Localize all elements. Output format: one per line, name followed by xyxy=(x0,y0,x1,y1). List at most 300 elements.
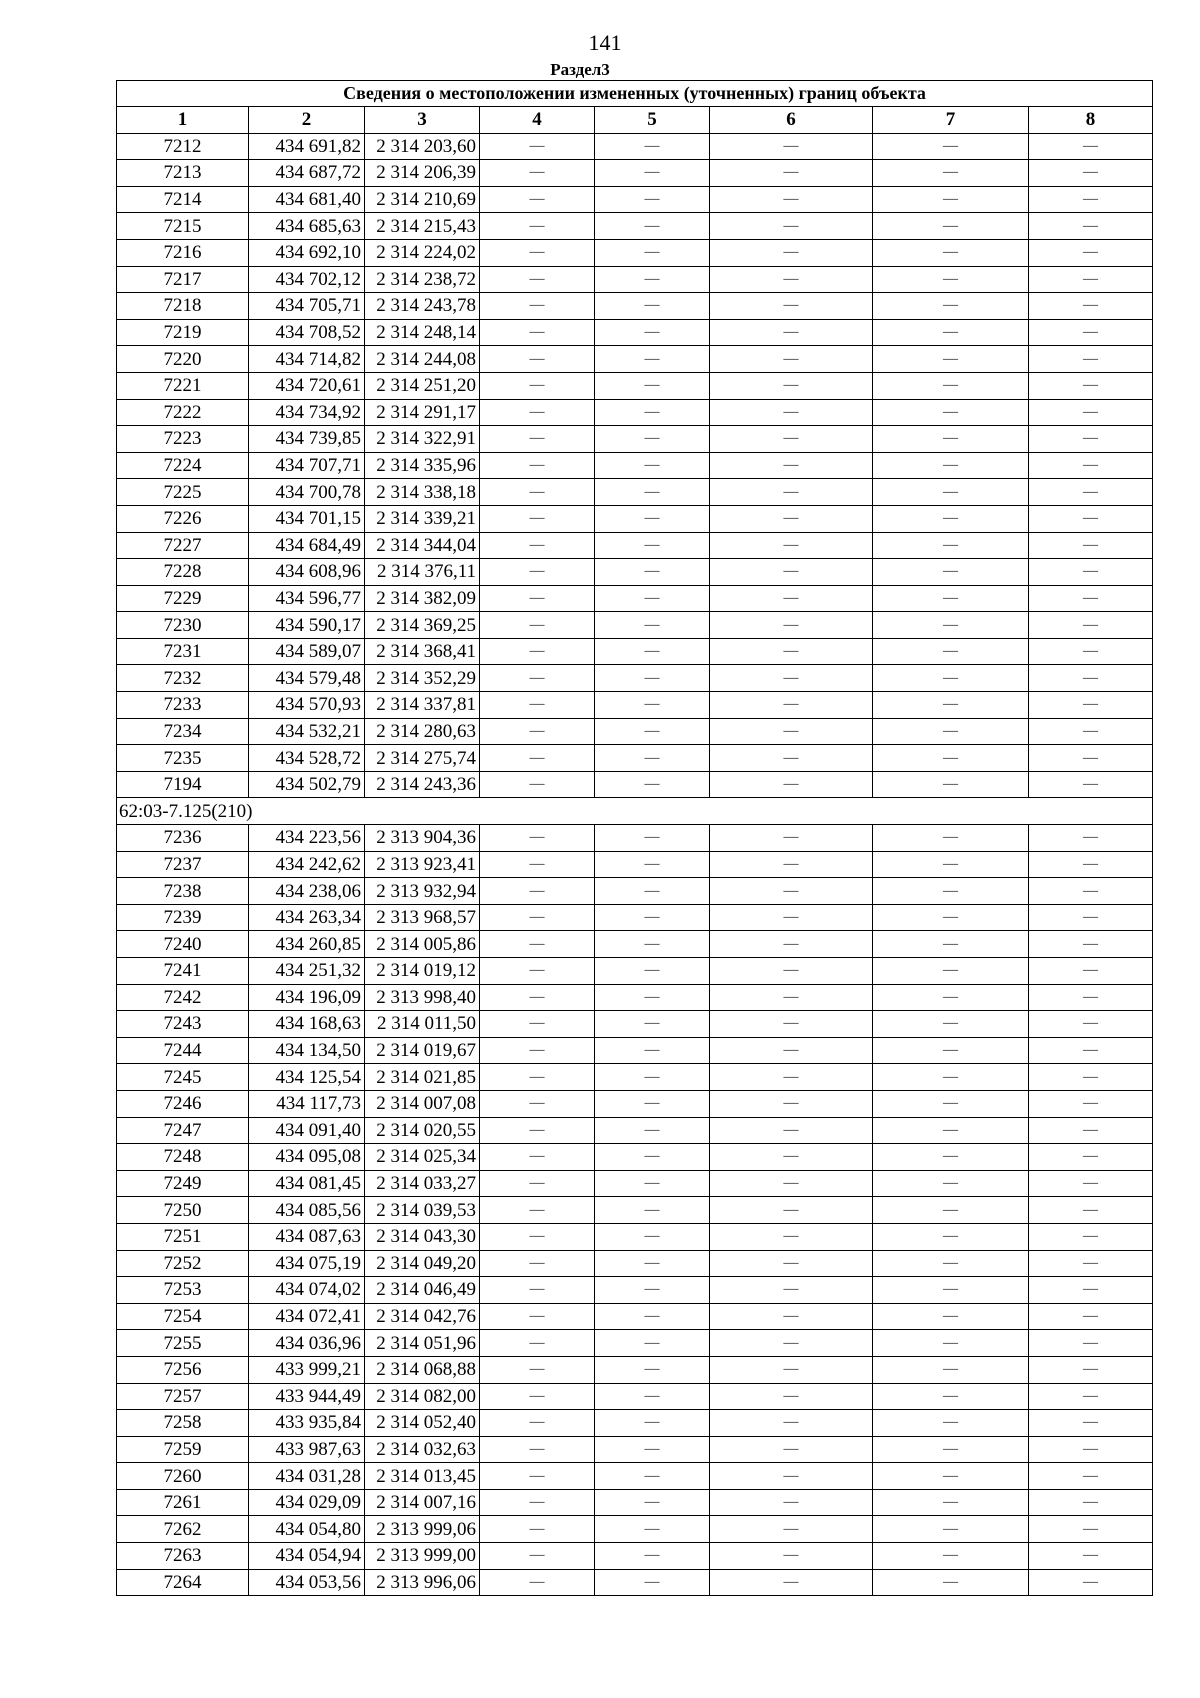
point-number-cell: 7220 xyxy=(117,346,249,373)
empty-value-cell-col-6: — xyxy=(710,1090,873,1117)
empty-value-cell-col-8: — xyxy=(1029,1436,1153,1463)
empty-value-cell-col-5: — xyxy=(595,984,710,1011)
x-coordinate-cell: 434 196,09 xyxy=(249,984,365,1011)
empty-value-cell-col-5: — xyxy=(595,505,710,532)
empty-value-cell-col-8: — xyxy=(1029,346,1153,373)
table-row xyxy=(117,771,1153,798)
y-coordinate-cell: 2 314 291,17 xyxy=(365,399,480,426)
empty-value-cell-col-6: — xyxy=(710,1170,873,1197)
empty-value-cell-col-7: — xyxy=(873,1330,1029,1357)
empty-value-cell-col-6: — xyxy=(710,771,873,798)
empty-value-cell-col-4: — xyxy=(480,1170,595,1197)
x-coordinate-cell: 434 168,63 xyxy=(249,1011,365,1038)
empty-value-cell-col-5: — xyxy=(595,878,710,905)
empty-value-cell-col-4: — xyxy=(480,372,595,399)
empty-value-cell-col-4: — xyxy=(480,692,595,719)
x-coordinate-cell: 433 987,63 xyxy=(249,1436,365,1463)
y-coordinate-cell: 2 314 275,74 xyxy=(365,745,480,772)
point-number-cell: 7234 xyxy=(117,718,249,745)
x-coordinate-cell: 434 701,15 xyxy=(249,505,365,532)
table-row xyxy=(117,532,1153,559)
x-coordinate-cell: 434 054,94 xyxy=(249,1543,365,1570)
x-coordinate-cell: 434 570,93 xyxy=(249,692,365,719)
empty-value-cell-col-7: — xyxy=(873,638,1029,665)
empty-value-cell-col-6: — xyxy=(710,1011,873,1038)
table-row xyxy=(117,1330,1153,1357)
empty-value-cell-col-6: — xyxy=(710,1250,873,1277)
empty-value-cell-col-4: — xyxy=(480,585,595,612)
empty-value-cell-col-7: — xyxy=(873,1303,1029,1330)
empty-value-cell-col-8: — xyxy=(1029,1463,1153,1490)
point-number-cell: 7222 xyxy=(117,399,249,426)
empty-value-cell-col-6: — xyxy=(710,559,873,586)
y-coordinate-cell: 2 314 011,50 xyxy=(365,1011,480,1038)
empty-value-cell-col-6: — xyxy=(710,399,873,426)
table-row xyxy=(117,1383,1153,1410)
empty-value-cell-col-4: — xyxy=(480,266,595,293)
empty-value-cell-col-8: — xyxy=(1029,1410,1153,1437)
empty-value-cell-col-5: — xyxy=(595,1543,710,1570)
table-row xyxy=(117,1117,1153,1144)
empty-value-cell-col-7: — xyxy=(873,745,1029,772)
empty-value-cell-col-8: — xyxy=(1029,266,1153,293)
point-number-cell: 7235 xyxy=(117,745,249,772)
table-row xyxy=(117,1037,1153,1064)
empty-value-cell-col-5: — xyxy=(595,1489,710,1516)
y-coordinate-cell: 2 314 206,39 xyxy=(365,160,480,187)
column-header-6: 6 xyxy=(710,107,873,134)
table-body xyxy=(117,133,1153,1596)
empty-value-cell-col-4: — xyxy=(480,239,595,266)
page-number: 141 xyxy=(588,30,622,55)
empty-value-cell-col-8: — xyxy=(1029,878,1153,905)
empty-value-cell-col-8: — xyxy=(1029,638,1153,665)
point-number-cell: 7256 xyxy=(117,1356,249,1383)
empty-value-cell-col-6: — xyxy=(710,1277,873,1304)
table-row xyxy=(117,851,1153,878)
empty-value-cell-col-5: — xyxy=(595,479,710,506)
empty-value-cell-col-5: — xyxy=(595,1277,710,1304)
empty-value-cell-col-4: — xyxy=(480,612,595,639)
point-number-cell: 7240 xyxy=(117,931,249,958)
x-coordinate-cell: 434 579,48 xyxy=(249,665,365,692)
point-number-cell: 7229 xyxy=(117,585,249,612)
y-coordinate-cell: 2 314 013,45 xyxy=(365,1463,480,1490)
point-number-cell: 7239 xyxy=(117,904,249,931)
point-number-cell: 7257 xyxy=(117,1383,249,1410)
x-coordinate-cell: 434 263,34 xyxy=(249,904,365,931)
table-row xyxy=(117,638,1153,665)
empty-value-cell-col-4: — xyxy=(480,1037,595,1064)
empty-value-cell-col-8: — xyxy=(1029,559,1153,586)
point-number-cell: 7258 xyxy=(117,1410,249,1437)
y-coordinate-cell: 2 314 244,08 xyxy=(365,346,480,373)
empty-value-cell-col-7: — xyxy=(873,160,1029,187)
y-coordinate-cell: 2 314 352,29 xyxy=(365,665,480,692)
table-row xyxy=(117,1250,1153,1277)
empty-value-cell-col-7: — xyxy=(873,771,1029,798)
point-number-cell: 7230 xyxy=(117,612,249,639)
empty-value-cell-col-5: — xyxy=(595,532,710,559)
empty-value-cell-col-7: — xyxy=(873,1064,1029,1091)
x-coordinate-cell: 434 705,71 xyxy=(249,293,365,320)
point-number-cell: 7264 xyxy=(117,1569,249,1596)
empty-value-cell-col-4: — xyxy=(480,505,595,532)
empty-value-cell-col-4: — xyxy=(480,186,595,213)
empty-value-cell-col-6: — xyxy=(710,1436,873,1463)
y-coordinate-cell: 2 314 238,72 xyxy=(365,266,480,293)
empty-value-cell-col-8: — xyxy=(1029,1090,1153,1117)
empty-value-cell-col-5: — xyxy=(595,1250,710,1277)
empty-value-cell-col-7: — xyxy=(873,399,1029,426)
point-number-cell: 7260 xyxy=(117,1463,249,1490)
x-coordinate-cell: 434 700,78 xyxy=(249,479,365,506)
empty-value-cell-col-8: — xyxy=(1029,1277,1153,1304)
empty-value-cell-col-8: — xyxy=(1029,160,1153,187)
empty-value-cell-col-6: — xyxy=(710,1356,873,1383)
x-coordinate-cell: 434 223,56 xyxy=(249,825,365,852)
x-coordinate-cell: 434 125,54 xyxy=(249,1064,365,1091)
y-coordinate-cell: 2 314 007,08 xyxy=(365,1090,480,1117)
empty-value-cell-col-4: — xyxy=(480,984,595,1011)
empty-value-cell-col-7: — xyxy=(873,904,1029,931)
empty-value-cell-col-7: — xyxy=(873,1144,1029,1171)
empty-value-cell-col-4: — xyxy=(480,426,595,453)
empty-value-cell-col-5: — xyxy=(595,638,710,665)
empty-value-cell-col-8: — xyxy=(1029,293,1153,320)
empty-value-cell-col-5: — xyxy=(595,1383,710,1410)
empty-value-cell-col-4: — xyxy=(480,532,595,559)
empty-value-cell-col-7: — xyxy=(873,1436,1029,1463)
x-coordinate-cell: 434 734,92 xyxy=(249,399,365,426)
y-coordinate-cell: 2 314 338,18 xyxy=(365,479,480,506)
empty-value-cell-col-7: — xyxy=(873,266,1029,293)
y-coordinate-cell: 2 314 049,20 xyxy=(365,1250,480,1277)
empty-value-cell-col-7: — xyxy=(873,825,1029,852)
empty-value-cell-col-6: — xyxy=(710,372,873,399)
point-number-cell: 7216 xyxy=(117,239,249,266)
empty-value-cell-col-5: — xyxy=(595,1516,710,1543)
empty-value-cell-col-4: — xyxy=(480,133,595,160)
empty-value-cell-col-7: — xyxy=(873,532,1029,559)
empty-value-cell-col-5: — xyxy=(595,399,710,426)
point-number-cell: 7262 xyxy=(117,1516,249,1543)
point-number-cell: 7232 xyxy=(117,665,249,692)
empty-value-cell-col-4: — xyxy=(480,1197,595,1224)
table-row xyxy=(117,958,1153,985)
y-coordinate-cell: 2 313 996,06 xyxy=(365,1569,480,1596)
empty-value-cell-col-7: — xyxy=(873,958,1029,985)
empty-value-cell-col-5: — xyxy=(595,1090,710,1117)
empty-value-cell-col-4: — xyxy=(480,665,595,692)
empty-value-cell-col-8: — xyxy=(1029,771,1153,798)
table-row xyxy=(117,1489,1153,1516)
table-row xyxy=(117,984,1153,1011)
point-number-cell: 7249 xyxy=(117,1170,249,1197)
x-coordinate-cell: 434 053,56 xyxy=(249,1569,365,1596)
x-coordinate-cell: 434 081,45 xyxy=(249,1170,365,1197)
empty-value-cell-col-4: — xyxy=(480,1569,595,1596)
point-number-cell: 7237 xyxy=(117,851,249,878)
empty-value-cell-col-4: — xyxy=(480,479,595,506)
x-coordinate-cell: 434 608,96 xyxy=(249,559,365,586)
empty-value-cell-col-4: — xyxy=(480,931,595,958)
empty-value-cell-col-4: — xyxy=(480,559,595,586)
point-number-cell: 7243 xyxy=(117,1011,249,1038)
empty-value-cell-col-5: — xyxy=(595,1011,710,1038)
table-row xyxy=(117,1303,1153,1330)
empty-value-cell-col-7: — xyxy=(873,1569,1029,1596)
empty-value-cell-col-8: — xyxy=(1029,532,1153,559)
empty-value-cell-col-8: — xyxy=(1029,1117,1153,1144)
empty-value-cell-col-5: — xyxy=(595,745,710,772)
y-coordinate-cell: 2 314 368,41 xyxy=(365,638,480,665)
empty-value-cell-col-5: — xyxy=(595,958,710,985)
table-row xyxy=(117,239,1153,266)
empty-value-cell-col-8: — xyxy=(1029,1144,1153,1171)
point-number-cell: 7194 xyxy=(117,771,249,798)
empty-value-cell-col-8: — xyxy=(1029,1223,1153,1250)
empty-value-cell-col-8: — xyxy=(1029,239,1153,266)
empty-value-cell-col-5: — xyxy=(595,213,710,240)
column-header-3: 3 xyxy=(365,107,480,134)
empty-value-cell-col-5: — xyxy=(595,186,710,213)
empty-value-cell-col-6: — xyxy=(710,1037,873,1064)
empty-value-cell-col-6: — xyxy=(710,984,873,1011)
empty-value-cell-col-7: — xyxy=(873,1197,1029,1224)
point-number-cell: 7236 xyxy=(117,825,249,852)
empty-value-cell-col-5: — xyxy=(595,1144,710,1171)
x-coordinate-cell: 434 739,85 xyxy=(249,426,365,453)
empty-value-cell-col-4: — xyxy=(480,1117,595,1144)
point-number-cell: 7259 xyxy=(117,1436,249,1463)
empty-value-cell-col-6: — xyxy=(710,851,873,878)
table-row xyxy=(117,1543,1153,1570)
empty-value-cell-col-4: — xyxy=(480,1489,595,1516)
y-coordinate-cell: 2 314 203,60 xyxy=(365,133,480,160)
empty-value-cell-col-4: — xyxy=(480,293,595,320)
empty-value-cell-col-5: — xyxy=(595,160,710,187)
y-coordinate-cell: 2 314 019,12 xyxy=(365,958,480,985)
point-number-cell: 7226 xyxy=(117,505,249,532)
x-coordinate-cell: 434 685,63 xyxy=(249,213,365,240)
table-row xyxy=(117,718,1153,745)
point-number-cell: 7261 xyxy=(117,1489,249,1516)
x-coordinate-cell: 434 117,73 xyxy=(249,1090,365,1117)
empty-value-cell-col-5: — xyxy=(595,1037,710,1064)
y-coordinate-cell: 2 314 322,91 xyxy=(365,426,480,453)
empty-value-cell-col-7: — xyxy=(873,426,1029,453)
empty-value-cell-col-8: — xyxy=(1029,958,1153,985)
point-number-cell: 7263 xyxy=(117,1543,249,1570)
table-row xyxy=(117,1144,1153,1171)
empty-value-cell-col-8: — xyxy=(1029,505,1153,532)
empty-value-cell-col-7: — xyxy=(873,505,1029,532)
group-label: 62:03-7.125(210) xyxy=(117,798,1153,825)
boundary-coordinates-table xyxy=(116,80,1153,1596)
empty-value-cell-col-8: — xyxy=(1029,851,1153,878)
empty-value-cell-col-6: — xyxy=(710,452,873,479)
empty-value-cell-col-6: — xyxy=(710,958,873,985)
empty-value-cell-col-7: — xyxy=(873,692,1029,719)
y-coordinate-cell: 2 314 020,55 xyxy=(365,1117,480,1144)
column-header-5: 5 xyxy=(595,107,710,134)
x-coordinate-cell: 434 590,17 xyxy=(249,612,365,639)
y-coordinate-cell: 2 314 046,49 xyxy=(365,1277,480,1304)
point-number-cell: 7248 xyxy=(117,1144,249,1171)
y-coordinate-cell: 2 314 339,21 xyxy=(365,505,480,532)
empty-value-cell-col-8: — xyxy=(1029,186,1153,213)
empty-value-cell-col-4: — xyxy=(480,160,595,187)
table-row xyxy=(117,452,1153,479)
empty-value-cell-col-6: — xyxy=(710,638,873,665)
empty-value-cell-col-8: — xyxy=(1029,718,1153,745)
empty-value-cell-col-8: — xyxy=(1029,825,1153,852)
x-coordinate-cell: 434 714,82 xyxy=(249,346,365,373)
column-header-8: 8 xyxy=(1029,107,1153,134)
table-row xyxy=(117,133,1153,160)
empty-value-cell-col-8: — xyxy=(1029,585,1153,612)
y-coordinate-cell: 2 314 382,09 xyxy=(365,585,480,612)
empty-value-cell-col-6: — xyxy=(710,665,873,692)
empty-value-cell-col-4: — xyxy=(480,1516,595,1543)
empty-value-cell-col-8: — xyxy=(1029,665,1153,692)
empty-value-cell-col-6: — xyxy=(710,1569,873,1596)
y-coordinate-cell: 2 314 052,40 xyxy=(365,1410,480,1437)
empty-value-cell-col-8: — xyxy=(1029,612,1153,639)
empty-value-cell-col-4: — xyxy=(480,452,595,479)
empty-value-cell-col-7: — xyxy=(873,1543,1029,1570)
x-coordinate-cell: 434 720,61 xyxy=(249,372,365,399)
empty-value-cell-col-5: — xyxy=(595,1410,710,1437)
column-header-2: 2 xyxy=(249,107,365,134)
empty-value-cell-col-7: — xyxy=(873,346,1029,373)
table-row xyxy=(117,1436,1153,1463)
empty-value-cell-col-8: — xyxy=(1029,426,1153,453)
empty-value-cell-col-4: — xyxy=(480,1090,595,1117)
x-coordinate-cell: 434 681,40 xyxy=(249,186,365,213)
empty-value-cell-col-8: — xyxy=(1029,372,1153,399)
x-coordinate-cell: 434 095,08 xyxy=(249,1144,365,1171)
empty-value-cell-col-7: — xyxy=(873,1090,1029,1117)
empty-value-cell-col-7: — xyxy=(873,1489,1029,1516)
point-number-cell: 7213 xyxy=(117,160,249,187)
empty-value-cell-col-8: — xyxy=(1029,904,1153,931)
x-coordinate-cell: 434 087,63 xyxy=(249,1223,365,1250)
y-coordinate-cell: 2 314 005,86 xyxy=(365,931,480,958)
empty-value-cell-col-4: — xyxy=(480,1064,595,1091)
x-coordinate-cell: 434 054,80 xyxy=(249,1516,365,1543)
empty-value-cell-col-4: — xyxy=(480,718,595,745)
empty-value-cell-col-8: — xyxy=(1029,213,1153,240)
table-row xyxy=(117,1223,1153,1250)
x-coordinate-cell: 434 251,32 xyxy=(249,958,365,985)
empty-value-cell-col-5: — xyxy=(595,1223,710,1250)
point-number-cell: 7238 xyxy=(117,878,249,905)
empty-value-cell-col-7: — xyxy=(873,1250,1029,1277)
empty-value-cell-col-7: — xyxy=(873,186,1029,213)
x-coordinate-cell: 434 707,71 xyxy=(249,452,365,479)
x-coordinate-cell: 434 242,62 xyxy=(249,851,365,878)
empty-value-cell-col-4: — xyxy=(480,958,595,985)
table-row xyxy=(117,186,1153,213)
empty-value-cell-col-6: — xyxy=(710,346,873,373)
empty-value-cell-col-6: — xyxy=(710,1463,873,1490)
empty-value-cell-col-8: — xyxy=(1029,1064,1153,1091)
group-header-row xyxy=(117,798,1153,825)
point-number-cell: 7218 xyxy=(117,293,249,320)
empty-value-cell-col-7: — xyxy=(873,1011,1029,1038)
column-header-row xyxy=(117,107,1153,134)
empty-value-cell-col-7: — xyxy=(873,612,1029,639)
empty-value-cell-col-7: — xyxy=(873,1117,1029,1144)
empty-value-cell-col-8: — xyxy=(1029,1516,1153,1543)
empty-value-cell-col-7: — xyxy=(873,878,1029,905)
empty-value-cell-col-5: — xyxy=(595,426,710,453)
y-coordinate-cell: 2 314 243,36 xyxy=(365,771,480,798)
y-coordinate-cell: 2 314 243,78 xyxy=(365,293,480,320)
y-coordinate-cell: 2 314 280,63 xyxy=(365,718,480,745)
empty-value-cell-col-7: — xyxy=(873,1463,1029,1490)
column-header-7: 7 xyxy=(873,107,1029,134)
empty-value-cell-col-4: — xyxy=(480,1330,595,1357)
empty-value-cell-col-4: — xyxy=(480,319,595,346)
point-number-cell: 7244 xyxy=(117,1037,249,1064)
empty-value-cell-col-7: — xyxy=(873,1516,1029,1543)
y-coordinate-cell: 2 314 248,14 xyxy=(365,319,480,346)
empty-value-cell-col-6: — xyxy=(710,585,873,612)
x-coordinate-cell: 434 036,96 xyxy=(249,1330,365,1357)
empty-value-cell-col-6: — xyxy=(710,1223,873,1250)
x-coordinate-cell: 434 687,72 xyxy=(249,160,365,187)
empty-value-cell-col-6: — xyxy=(710,931,873,958)
empty-value-cell-col-8: — xyxy=(1029,319,1153,346)
empty-value-cell-col-6: — xyxy=(710,612,873,639)
empty-value-cell-col-5: — xyxy=(595,1170,710,1197)
empty-value-cell-col-7: — xyxy=(873,851,1029,878)
table-row xyxy=(117,1011,1153,1038)
y-coordinate-cell: 2 314 039,53 xyxy=(365,1197,480,1224)
empty-value-cell-col-5: — xyxy=(595,718,710,745)
table-row xyxy=(117,825,1153,852)
empty-value-cell-col-4: — xyxy=(480,745,595,772)
point-number-cell: 7223 xyxy=(117,426,249,453)
y-coordinate-cell: 2 314 051,96 xyxy=(365,1330,480,1357)
x-coordinate-cell: 434 684,49 xyxy=(249,532,365,559)
point-number-cell: 7228 xyxy=(117,559,249,586)
empty-value-cell-col-4: — xyxy=(480,399,595,426)
point-number-cell: 7252 xyxy=(117,1250,249,1277)
empty-value-cell-col-5: — xyxy=(595,1569,710,1596)
y-coordinate-cell: 2 314 019,67 xyxy=(365,1037,480,1064)
table-row xyxy=(117,266,1153,293)
empty-value-cell-col-6: — xyxy=(710,479,873,506)
table-row xyxy=(117,505,1153,532)
empty-value-cell-col-8: — xyxy=(1029,1330,1153,1357)
point-number-cell: 7241 xyxy=(117,958,249,985)
point-number-cell: 7221 xyxy=(117,372,249,399)
y-coordinate-cell: 2 314 068,88 xyxy=(365,1356,480,1383)
y-coordinate-cell: 2 314 335,96 xyxy=(365,452,480,479)
y-coordinate-cell: 2 314 007,16 xyxy=(365,1489,480,1516)
y-coordinate-cell: 2 314 251,20 xyxy=(365,372,480,399)
point-number-cell: 7245 xyxy=(117,1064,249,1091)
empty-value-cell-col-5: — xyxy=(595,612,710,639)
x-coordinate-cell: 434 528,72 xyxy=(249,745,365,772)
table-row xyxy=(117,1064,1153,1091)
table-row xyxy=(117,692,1153,719)
table-row xyxy=(117,1197,1153,1224)
